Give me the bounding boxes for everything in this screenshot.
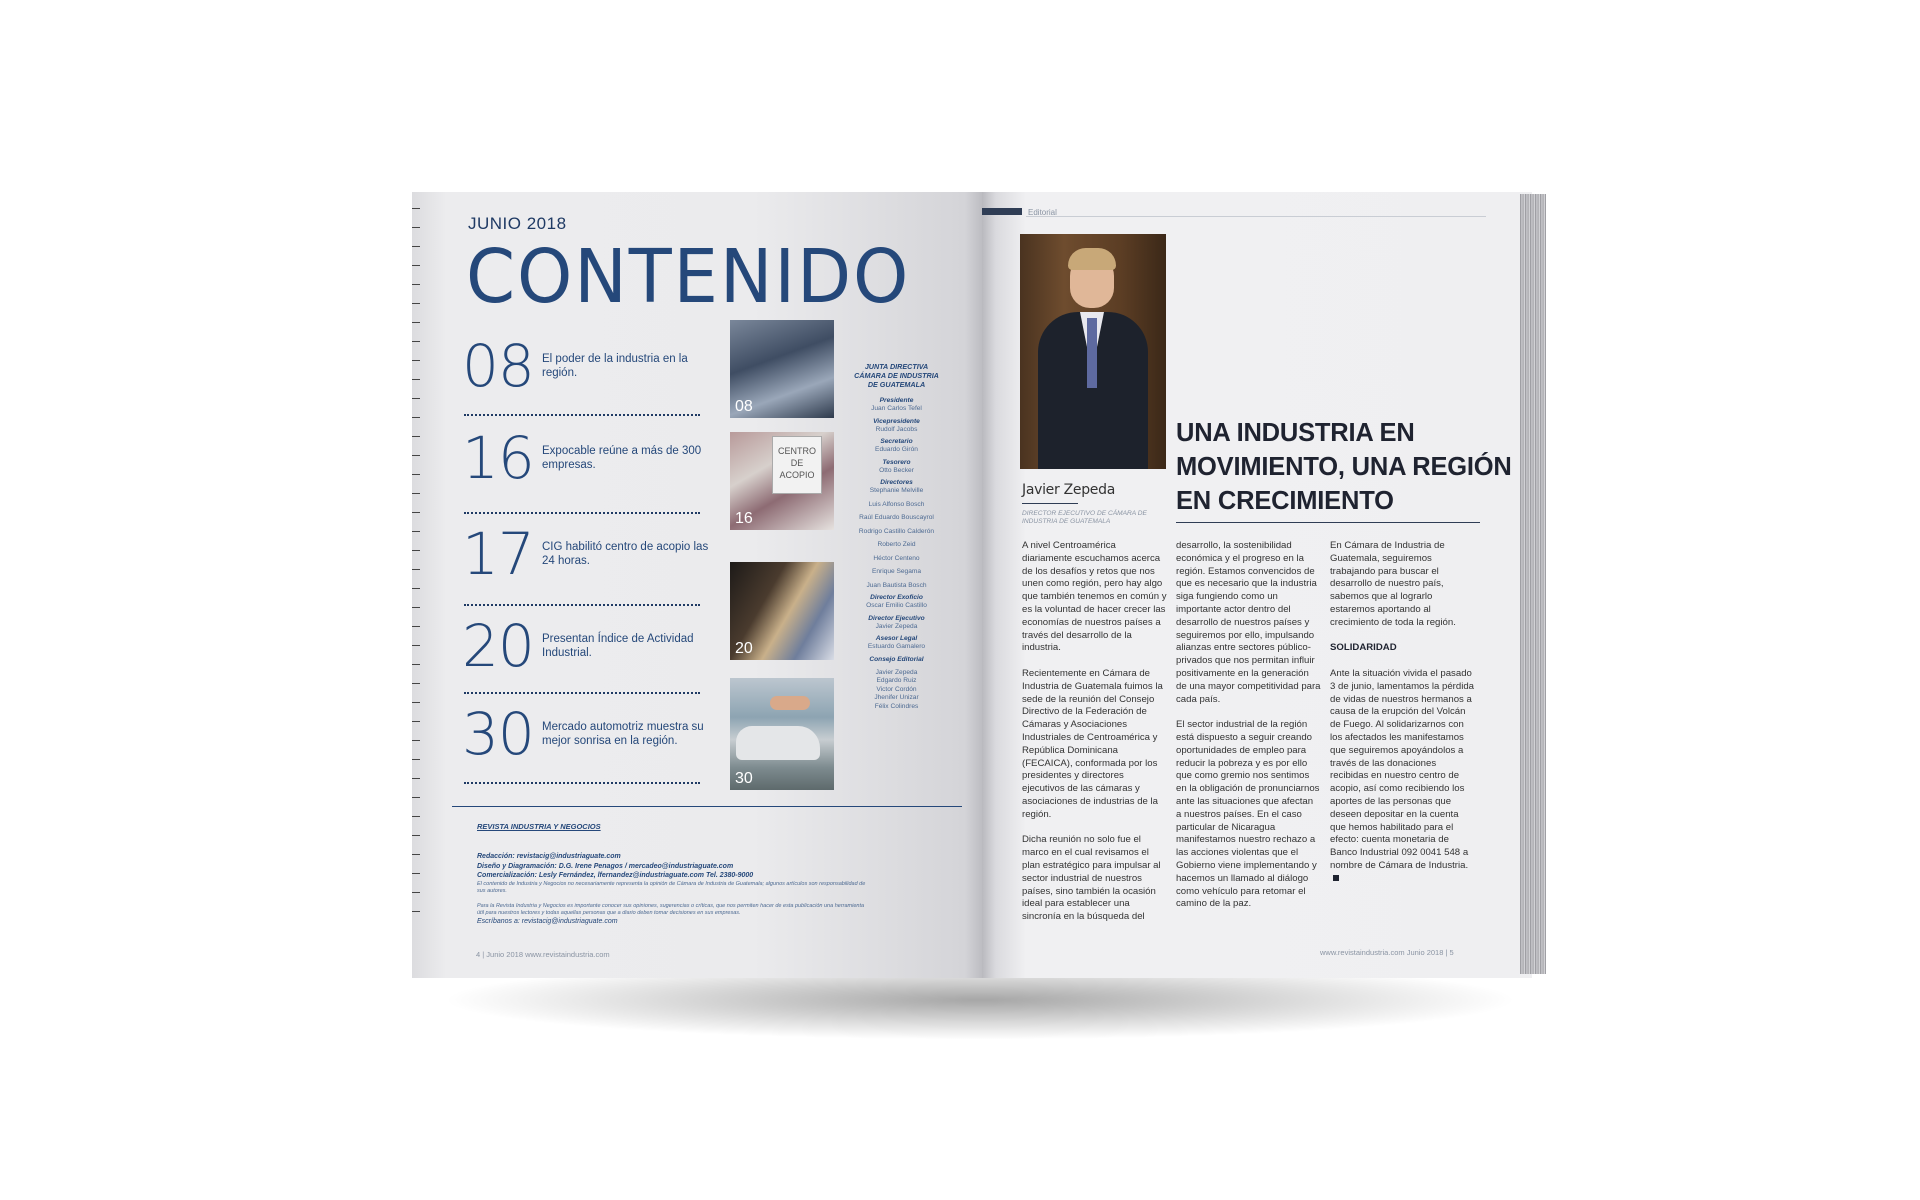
board-name: Luis Alfonso Bosch — [868, 500, 925, 508]
board-name: Estuardo Gamalero — [867, 643, 926, 650]
article-column-2 — [1176, 540, 1321, 924]
section-bar — [982, 208, 1022, 215]
credit-label: Comercialización: — [477, 872, 537, 879]
board-name: Juan Carlos Tefel — [871, 405, 922, 412]
reader-note: Para la Revista Industria y Negocios es importante conocer sus opiniones, sugerencias o críticas, que nos permiten hacer de esta publicación una herramienta útil para nuestros lectores y todas aquellas personas que a diario deben tomar decisiones en sus empresas. — [477, 902, 865, 916]
paragraph: Recientemente en Cámara de Industria de Guatemala fuimos la sede de la reunión del Consejo Directivo de la Federación de Cámaras y Asociaciones Industriales de Centroamérica y República Dominicana (FECAICA), conformada por los presidentes y directores ejecutivos de las cámaras y asociaciones de industrias de la región. — [1022, 667, 1163, 820]
paragraph: El sector industrial de la región está dispuesto a seguir creando oportunidades de empleo para reducir la pobreza y es por ello que como gremio nos sentimos en la obligación de pronunciarnos ante las situaciones que afectan a nuestros países. En el caso particular de Nicaragua manifestamos nuestro rechazo a las acciones violentas que el Gobierno viene implementando y hacemos un llamado al diálogo como vehículo para retomar el camino de la paz. — [1176, 719, 1320, 910]
toc-page-number: 20 — [462, 612, 534, 680]
board-name: Oscar Emilio Castillo — [866, 602, 927, 609]
page-stack-edge — [1520, 194, 1546, 974]
thumbnail-label: 20 — [735, 640, 753, 657]
board-role: Director Exoficio — [870, 594, 923, 601]
toc-item[interactable] — [462, 424, 702, 504]
board-role: Vicepresidente — [873, 417, 920, 425]
credit-value: Lesly Fernández, lfernandez@industriaguate.com Tel. 2380-9000 — [538, 872, 754, 879]
board-role: Secretario — [880, 438, 913, 445]
toc-item[interactable] — [462, 332, 702, 412]
toc-page-number: 30 — [462, 700, 534, 768]
paragraph: desarrollo, la sostenibilidad económica y el progreso en la región. Estamos convencidos de que es necesario que la industria siga fungiendo como un importante actor dentro del desarrollo de nuestros países y seguiremos por ello, impulsando alianzas entre sectores público-privados que nos permitan influir positivamente en la generación de una mayor competitividad para cada país. — [1176, 540, 1321, 705]
issue-date: JUNIO 2018 — [468, 214, 567, 233]
board-role: Consejo Editorial — [869, 655, 924, 663]
thumbnail-label: 08 — [735, 398, 753, 415]
credit-label: Diseño y Diagramación: — [477, 862, 557, 870]
board-role: Tesorero — [882, 458, 911, 466]
left-page — [412, 192, 982, 978]
toc-divider — [464, 782, 700, 784]
credit-email[interactable]: revistacig@industriaguate.com — [516, 853, 621, 860]
toc-title: Expocable reúne a más de 300 empresas. — [542, 445, 702, 471]
toc-divider — [464, 512, 700, 514]
toc-page-number: 17 — [462, 520, 534, 588]
toc-divider — [464, 414, 700, 416]
article-column-1 — [1022, 540, 1167, 937]
section-label: Editorial — [1028, 208, 1057, 217]
page-folio: www.revistaindustria.com Junio 2018 | 5 — [1320, 948, 1454, 957]
board-name: Félix Colindres — [874, 702, 919, 710]
board-role: Presidente — [879, 397, 914, 404]
paragraph: Dicha reunión no solo fue el marco en el cual revisamos el plan estratégico para impulsar al sector industrial de nuestros países, sino también la ocasión ideal para establecer una sincronía en la búsqueda del — [1022, 834, 1161, 923]
right-page — [982, 192, 1532, 978]
board-role: Asesor Legal — [875, 635, 918, 642]
article-headline: UNA INDUSTRIA EN MOVIMIENTO, UNA REGIÓN EN CRECIMIENTO — [1176, 419, 1512, 515]
board-of-directors — [854, 362, 939, 711]
magazine-name: REVISTA INDUSTRIA Y NEGOCIOS — [477, 822, 601, 831]
paragraph: Ante la situación vivida el pasado 3 de junio, lamentamos la pérdida de vidas de nuestros hermanos a causa de la erupción del Volcán de Fuego. Al solidarizarnos con los afectados les manifestamos que seguiremos apoyándolos a través de las donaciones recibidas en nuestro centro de acopio, así como recibiendo los aportes de las personas que deseen depositar en la cuenta que hemos habilitado para el efecto: cuenta monetaria de Banco Industrial 092 0041 548 a nombre de Cámara de Industria. — [1330, 667, 1474, 871]
end-mark-icon — [1333, 875, 1339, 881]
page-edge-marks — [412, 208, 422, 948]
board-name: Eduardo Girón — [875, 446, 918, 453]
car-shape — [736, 726, 820, 760]
board-name: Victor Cordón — [876, 685, 917, 693]
board-name: Edgardo Ruiz — [876, 677, 917, 684]
board-header: JUNTA DIRECTIVA CÁMARA DE INDUSTRIA DE GUATEMALA — [854, 362, 939, 389]
board-name: Rudolf Jacobs — [875, 425, 918, 433]
toc-thumbnail[interactable] — [730, 432, 834, 530]
toc-item[interactable] — [462, 520, 709, 600]
author-role: DIRECTOR EJECUTIVO DE CÁMARA DE INDUSTRIA DE GUATEMALA — [1022, 510, 1147, 525]
board-name: Otto Becker — [879, 466, 914, 474]
board-role: Director Ejecutivo — [868, 614, 925, 622]
board-role: Directores — [880, 479, 913, 486]
author-name: Javier Zepeda — [1022, 482, 1115, 498]
toc-title: El poder de la industria en la región. — [542, 353, 688, 379]
page-folio: 4 | Junio 2018 www.revistaindustria.com — [476, 950, 610, 959]
board-name: Raúl Eduardo Bouscayrol — [859, 514, 934, 521]
toc-thumbnail[interactable] — [730, 320, 834, 418]
author-photo — [1020, 234, 1166, 469]
toc-item[interactable] — [462, 700, 702, 780]
hand-shape — [770, 696, 810, 710]
board-name: Roberto Zeid — [877, 541, 916, 548]
board-name: Jhenifer Unizar — [874, 694, 919, 701]
paragraph: En Cámara de Industria de Guatemala, seguiremos trabajando para buscar el desarrollo de nuestro país, sabemos que al lograrlo estaremos aportando al crecimiento de toda la región. — [1330, 540, 1456, 628]
disclaimer: El contenido de Industria y Negocios no necesariamente representa la opinión de Cámara de Industria de Guatemala; algunos artículos son responsabilidad de sus autores. — [477, 880, 866, 894]
board-name: Juan Bautista Bosch — [866, 581, 927, 589]
toc-item[interactable] — [462, 612, 702, 692]
paragraph: A nivel Centroamérica diariamente escuchamos acerca de los desafíos y retos que nos unen como región, pero hay algo que también tenemos en común y es la voluntad de hacer crecer las economías de nuestros países a través del desarrollo de la industria. — [1022, 540, 1167, 654]
toc-title: CIG habilitó centro de acopio las 24 horas. — [542, 541, 709, 567]
board-name: Enrique Segama — [871, 568, 922, 575]
acopio-sign: CENTRO DE ACOPIO — [772, 436, 822, 494]
toc-divider — [464, 604, 700, 606]
toc-title: Presentan Índice de Actividad Industrial. — [542, 633, 694, 659]
headline-rule — [1176, 522, 1480, 523]
board-name: Javier Zepeda — [875, 668, 918, 676]
toc-thumbnail[interactable] — [730, 562, 834, 660]
credit-value: D.G. Irene Penagos / mercadeo@industriaguate.com — [558, 862, 734, 870]
toc-page-number: 08 — [462, 332, 534, 400]
author-rule — [1022, 503, 1078, 504]
section-rule — [1026, 216, 1486, 217]
article-column-3 — [1330, 540, 1475, 898]
board-name: Héctor Centeno — [873, 554, 920, 562]
write-to: Escríbanos a: revistacig@industriaguate.com — [477, 917, 618, 925]
thumbnail-label: 16 — [735, 510, 753, 527]
credit-label: Redacción: — [477, 853, 515, 860]
board-name: Rodrigo Castillo Calderón — [858, 527, 935, 535]
board-name: Javier Zepeda — [875, 622, 918, 630]
toc-divider — [464, 692, 700, 694]
thumbnail-label: 30 — [735, 770, 753, 787]
credits-block — [477, 852, 867, 926]
toc-title: Mercado automotriz muestra su mejor sonrisa en la región. — [542, 721, 704, 747]
toc-page-number: 16 — [462, 424, 534, 492]
footer-rule — [452, 806, 962, 807]
toc-thumbnail[interactable] — [730, 678, 834, 790]
subheading: SOLIDARIDAD — [1330, 642, 1397, 654]
contents-title: CONTENIDO — [466, 234, 911, 320]
board-name: Stephanie Melville — [869, 487, 924, 494]
